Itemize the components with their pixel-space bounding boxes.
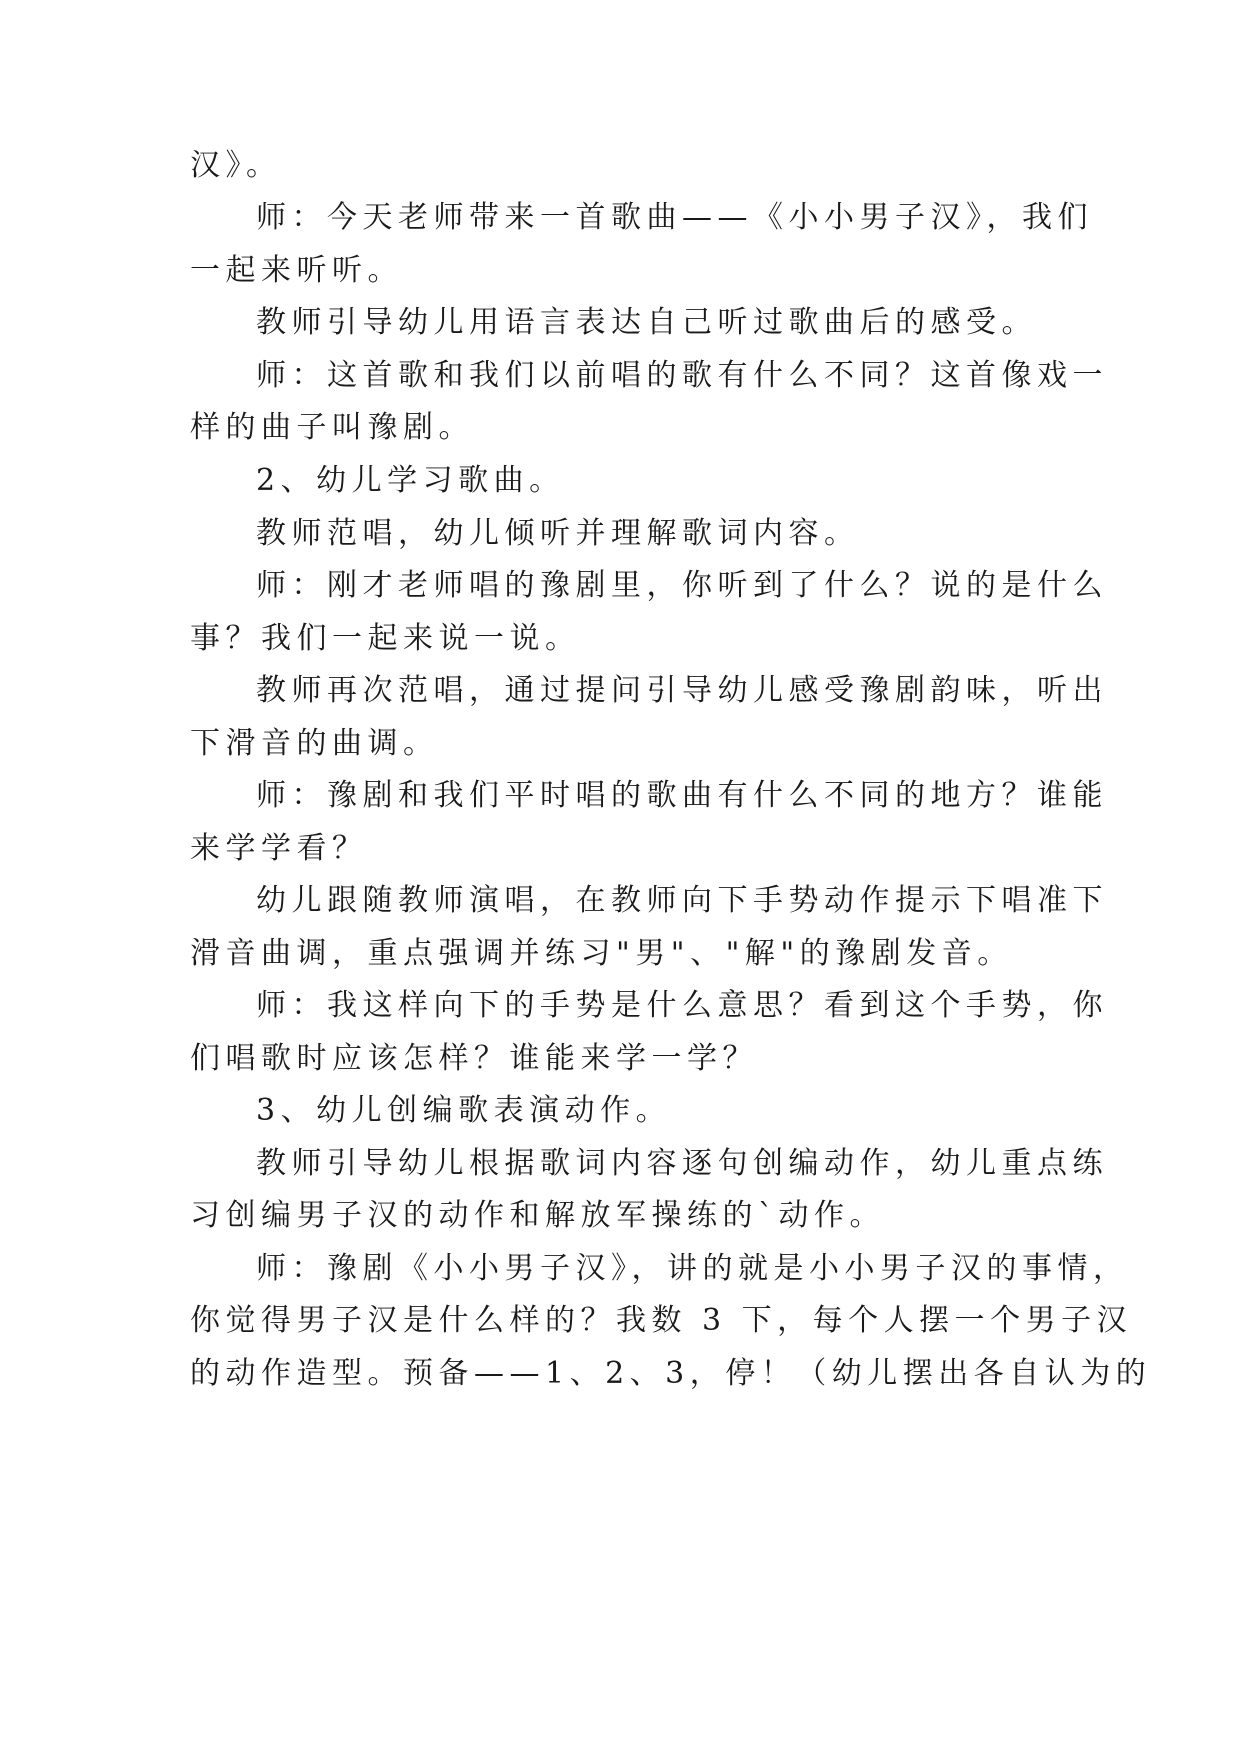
text-line: 汉》。 (190, 148, 282, 183)
text-line: 师：豫剧和我们平时唱的歌曲有什么不同的地方？谁能 (256, 778, 1108, 813)
text-line: 样的曲子叫豫剧。 (190, 410, 474, 445)
text-line: 教师范唱，幼儿倾听并理解歌词内容。 (256, 516, 860, 551)
text-line: 的动作造型。预备——1、2、3，停！（幼儿摆出各自认为的 (190, 1356, 1152, 1391)
text-line: 师：刚才老师唱的豫剧里，你听到了什么？说的是什么 (256, 568, 1108, 603)
text-line: 滑音曲调，重点强调并练习"男"、"解"的豫剧发音。 (190, 936, 1013, 971)
text-line: 2、幼儿学习歌曲。 (256, 463, 565, 498)
text-line: 你觉得男子汉是什么样的？我数 3 下，每个人摆一个男子汉 (190, 1303, 1133, 1338)
text-line: 师：今天老师带来一首歌曲——《小小男子汉》，我们 (256, 200, 1093, 235)
text-line: 一起来听听。 (190, 253, 403, 288)
text-line: 幼儿跟随教师演唱，在教师向下手势动作提示下唱准下 (256, 883, 1108, 918)
text-line: 教师引导幼儿根据歌词内容逐句创编动作，幼儿重点练 (256, 1146, 1108, 1181)
text-line: 来学学看？ (190, 831, 368, 866)
text-line: 师：我这样向下的手势是什么意思？看到这个手势，你 (256, 988, 1108, 1023)
text-line: 教师引导幼儿用语言表达自己听过歌曲后的感受。 (256, 305, 1037, 340)
text-line: 3、幼儿创编歌表演动作。 (256, 1093, 672, 1128)
text-line: 习创编男子汉的动作和解放军操练的`动作。 (190, 1198, 885, 1233)
text-line: 们唱歌时应该怎样？谁能来学一学？ (190, 1041, 758, 1076)
text-line: 事？我们一起来说一说。 (190, 621, 581, 656)
text-line: 师：豫剧《小小男子汉》，讲的就是小小男子汉的事情， (256, 1251, 1129, 1286)
text-line: 下滑音的曲调。 (190, 726, 439, 761)
text-line: 教师再次范唱，通过提问引导幼儿感受豫剧韵味，听出 (256, 673, 1108, 708)
text-line: 师：这首歌和我们以前唱的歌有什么不同？这首像戏一 (256, 358, 1108, 393)
